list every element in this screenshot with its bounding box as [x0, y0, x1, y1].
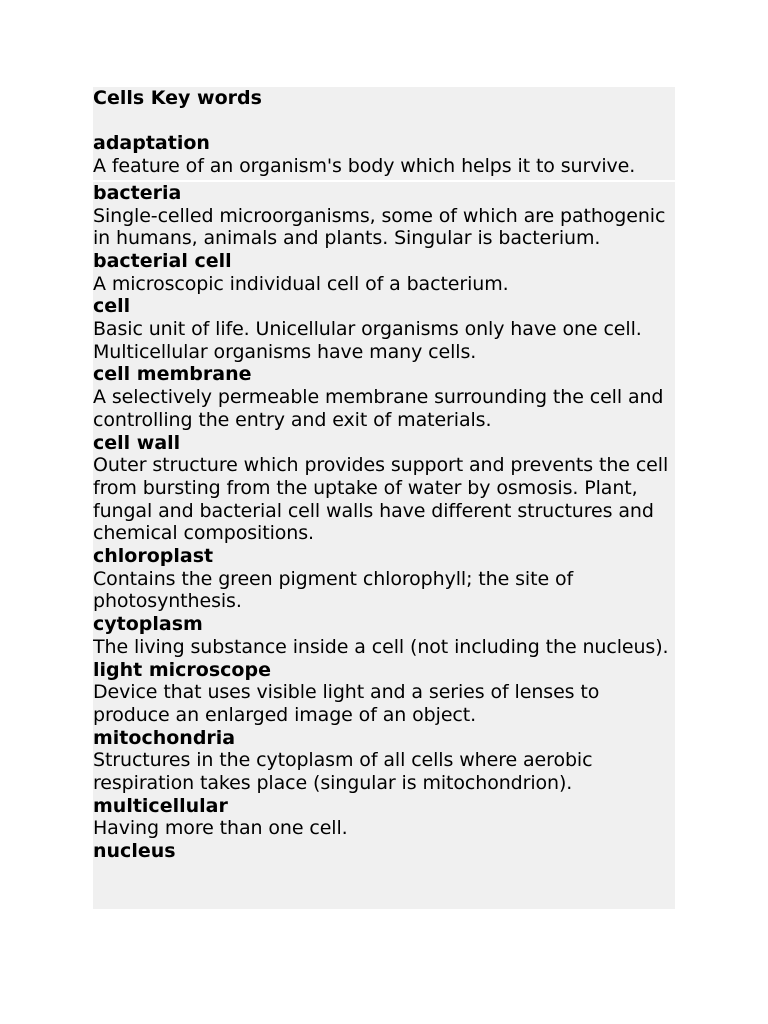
glossary	[93, 87, 675, 909]
page-title: Cells Key words	[93, 87, 262, 109]
glossary-term: mitochondria	[93, 726, 236, 749]
glossary-term: cell wall	[93, 431, 181, 454]
glossary-definition: Structures in the cytoplasm of all cells where aerobic respiration takes place (singular is mitochondrion).	[93, 749, 593, 795]
glossary-block-first	[93, 87, 675, 180]
glossary-definition: A selectively permeable membrane surrounding the cell and controlling the entry and exit of materials.	[93, 386, 664, 431]
glossary-term: bacteria	[93, 181, 182, 204]
glossary-term: cell membrane	[93, 363, 252, 386]
glossary-definition: A microscopic individual cell of a bacterium.	[93, 272, 509, 295]
glossary-definition: Outer structure which provides support and prevents the cell from bursting from the uptake of water by osmosis. Plant, fungal and bacterial cell walls have different structures and chemical compositions.	[93, 454, 669, 545]
glossary-term: multicellular	[93, 794, 228, 817]
glossary-term: cytoplasm	[93, 613, 203, 636]
glossary-term: adaptation	[93, 132, 210, 155]
glossary-definition: Contains the green pigment chlorophyll; the site of photosynthesis.	[93, 567, 574, 613]
glossary-block-second	[93, 182, 675, 909]
glossary-term: nucleus	[93, 840, 176, 863]
glossary-term: light microscope	[93, 658, 271, 681]
glossary-term: bacterial cell	[93, 249, 232, 272]
glossary-definition: Single-celled microorganisms, some of which are pathogenic in humans, animals and plants. Singular is bacterium.	[93, 204, 666, 250]
glossary-term: chloroplast	[93, 545, 214, 568]
glossary-definition: Having more than one cell.	[93, 817, 348, 840]
title-spacer	[93, 110, 675, 133]
glossary-definition: Basic unit of life. Unicellular organisms only have one cell. Multicellular organisms have many cells.	[93, 318, 642, 363]
glossary-definition: Device that uses visible light and a series of lenses to produce an enlarged image of an object.	[93, 681, 600, 726]
glossary-term: cell	[93, 295, 131, 318]
glossary-definition: A feature of an organism's body which helps it to survive.	[93, 155, 636, 178]
glossary-definition: The living substance inside a cell (not including the nucleus).	[93, 635, 669, 658]
